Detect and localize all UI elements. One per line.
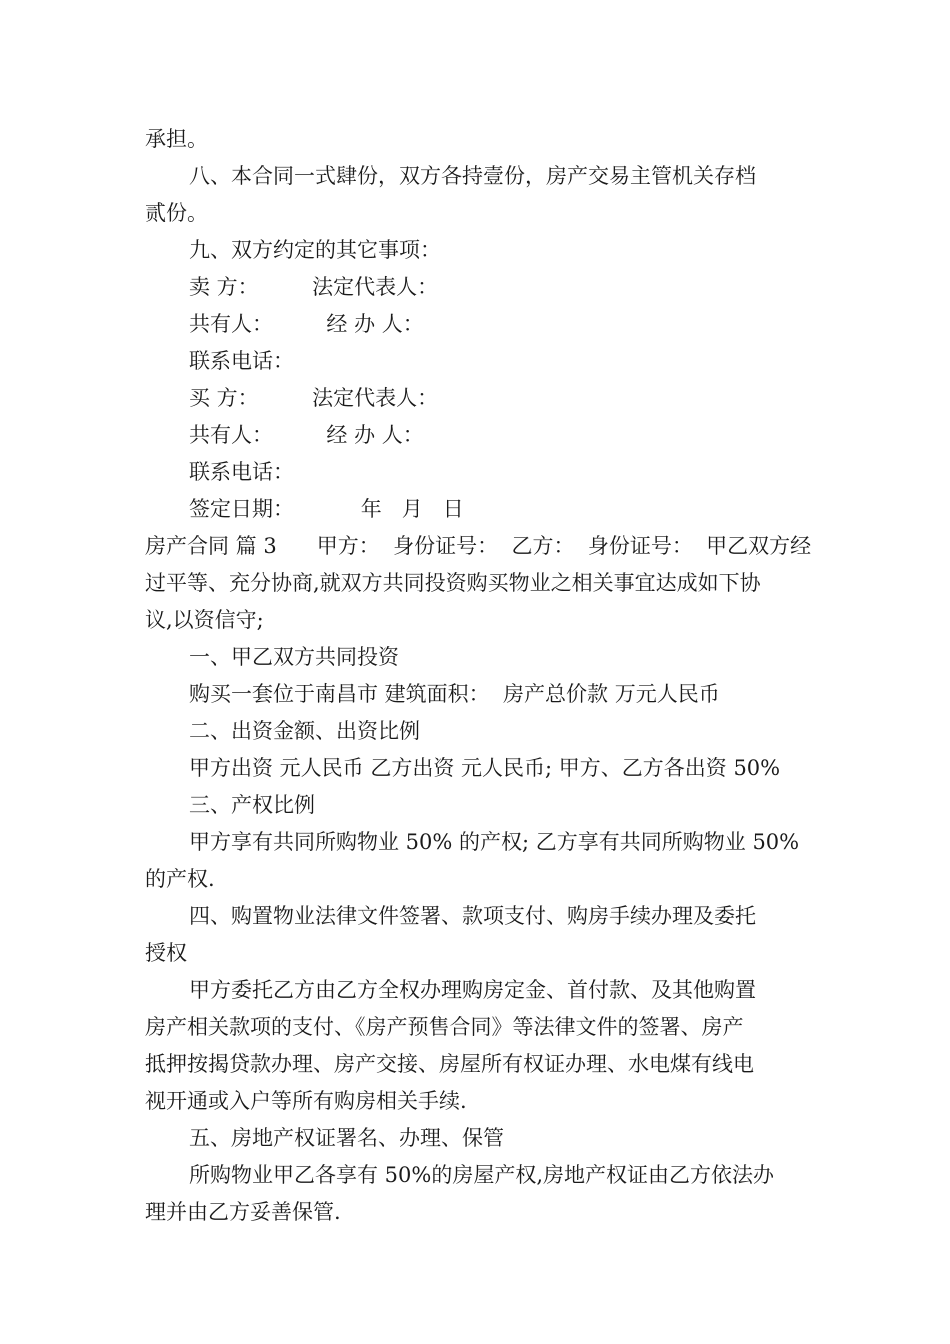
text-line: 房产相关款项的支付、《房产预售合同》等法律文件的签署、房产	[145, 1015, 744, 1039]
text-line: 甲方出资 元人民币 乙方出资 元人民币; 甲方、乙方各出资 50%	[189, 756, 781, 780]
text-line: 议,以资信守;	[145, 608, 264, 632]
document-page	[145, 121, 810, 1231]
text-line: 承担。	[145, 127, 208, 151]
text-line: 九、双方约定的其它事项：	[189, 238, 441, 262]
text-line: 甲方委托乙方由乙方全权办理购房定金、首付款、及其他购置	[189, 978, 756, 1002]
text-line: 所购物业甲乙各享有 50%的房屋产权,房地产权证由乙方依法办	[189, 1163, 775, 1187]
text-line: 三、产权比例	[189, 793, 315, 817]
text-line: 卖 方： 法定代表人：	[189, 275, 439, 299]
text-line: 八、本合同一式肆份，双方各持壹份，房产交易主管机关存档	[189, 164, 756, 188]
text-line: 四、购置物业法律文件签署、款项支付、购房手续办理及委托	[189, 904, 756, 928]
text-line: 签定日期： 年 月 日	[189, 497, 464, 521]
text-line: 的产权.	[145, 867, 215, 891]
text-line: 房产合同 篇 3 甲方： 身份证号： 乙方： 身份证号： 甲乙双方经	[145, 534, 812, 558]
text-line: 抵押按揭贷款办理、房产交接、房屋所有权证办理、水电煤有线电	[145, 1052, 754, 1076]
text-line: 理并由乙方妥善保管.	[145, 1200, 341, 1224]
text-line: 贰份。	[145, 201, 208, 225]
text-line: 授权	[145, 941, 187, 965]
text-line: 买 方： 法定代表人：	[189, 386, 439, 410]
text-line: 联系电话：	[189, 460, 294, 484]
text-line: 视开通或入户等所有购房相关手续.	[145, 1089, 467, 1113]
text-line: 二、出资金额、出资比例	[189, 719, 420, 743]
text-line: 共有人： 经 办 人：	[189, 423, 424, 447]
text-line: 购买一套位于南昌市 建筑面积： 房产总价款 万元人民币	[189, 682, 720, 706]
text-line: 过平等、充分协商,就双方共同投资购买物业之相关事宜达成如下协	[145, 571, 761, 595]
text-line: 五、房地产权证署名、办理、保管	[189, 1126, 504, 1150]
text-line: 一、甲乙双方共同投资	[189, 645, 399, 669]
text-line: 甲方享有共同所购物业 50% 的产权; 乙方享有共同所购物业 50%	[189, 830, 800, 854]
text-line: 联系电话：	[189, 349, 294, 373]
text-line: 共有人： 经 办 人：	[189, 312, 424, 336]
